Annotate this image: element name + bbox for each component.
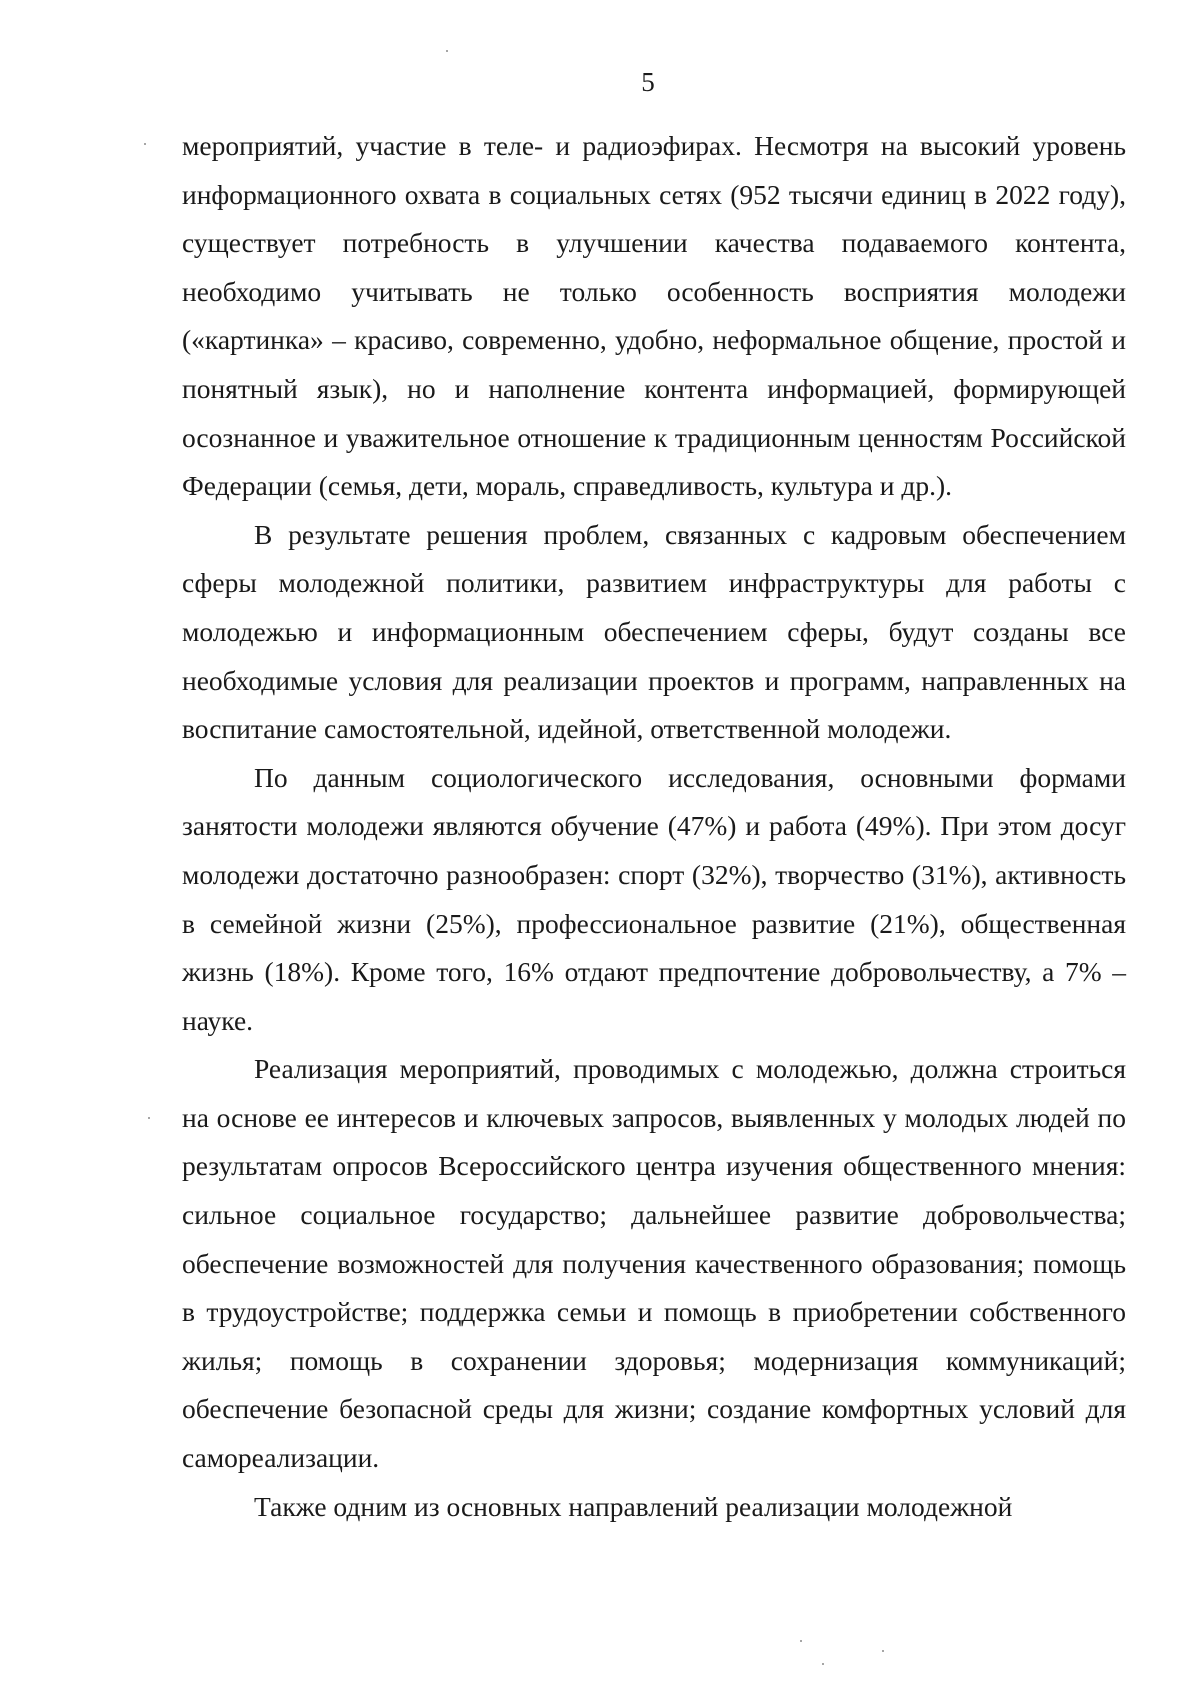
body-text [182, 122, 1126, 1531]
page-number: 5 [641, 67, 655, 97]
paragraph: По данным социологического исследования, основными формами занятости молодежи являются обучение (47%) и работа (49%). При этом досуг молодежи достаточно разнообразен: спорт (32%), творчество (31%), активность в семейной жизни (25%), профессиональное развитие (21%), общественная жизнь (18%). Кроме того, 16% отдают предпочтение добровольчеству, а 7% – науке. [182, 761, 1126, 1036]
paragraph: В результате решения проблем, связанных с кадровым обеспечением сферы молодежной политики, развитием инфраструктуры для работы с молодежью и информационным обеспечением сферы, будут созданы все необходимые условия для реализации проектов и программ, направленных на воспитание самостоятельной, идейной, ответственной молодежи. [182, 518, 1126, 745]
scan-speck [822, 1663, 824, 1665]
scan-speck [148, 1117, 150, 1119]
scan-speck [446, 50, 448, 52]
scan-speck [144, 143, 146, 145]
paragraph: мероприятий, участие в теле- и радиоэфирах. Несмотря на высокий уровень информационного охвата в социальных сетях (952 тысячи единиц в 2022 году), существует потребность в улучшении качества подаваемого контента, необходимо учитывать не только особенность восприятия молодежи («картинка» – красиво, современно, удобно, неформальное общение, простой и понятный язык), но и наполнение контента информацией, формирующей осознанное и уважительное отношение к традиционным ценностям Российской Федерации (семья, дети, мораль, справедливость, культура и др.). [182, 130, 1126, 502]
scan-speck [800, 1640, 802, 1642]
paragraph: Также одним из основных направлений реализации молодежной [254, 1490, 1013, 1522]
paragraph: Реализация мероприятий, проводимых с молодежью, должна строиться на основе ее интересов и ключевых запросов, выявленных у молодых людей по результатам опросов Всероссийского центра изучения общественного мнения: сильное социальное государство; дальнейшее развитие добровольчества; обеспечение возможностей для получения качественного образования; помощь в трудоустройстве; поддержка семьи и помощь в приобретении собственного жилья; помощь в сохранении здоровья; модернизация коммуникаций; обеспечение безопасной среды для жизни; создание комфортных условий для самореализации. [182, 1053, 1126, 1474]
scan-speck [882, 1650, 884, 1652]
